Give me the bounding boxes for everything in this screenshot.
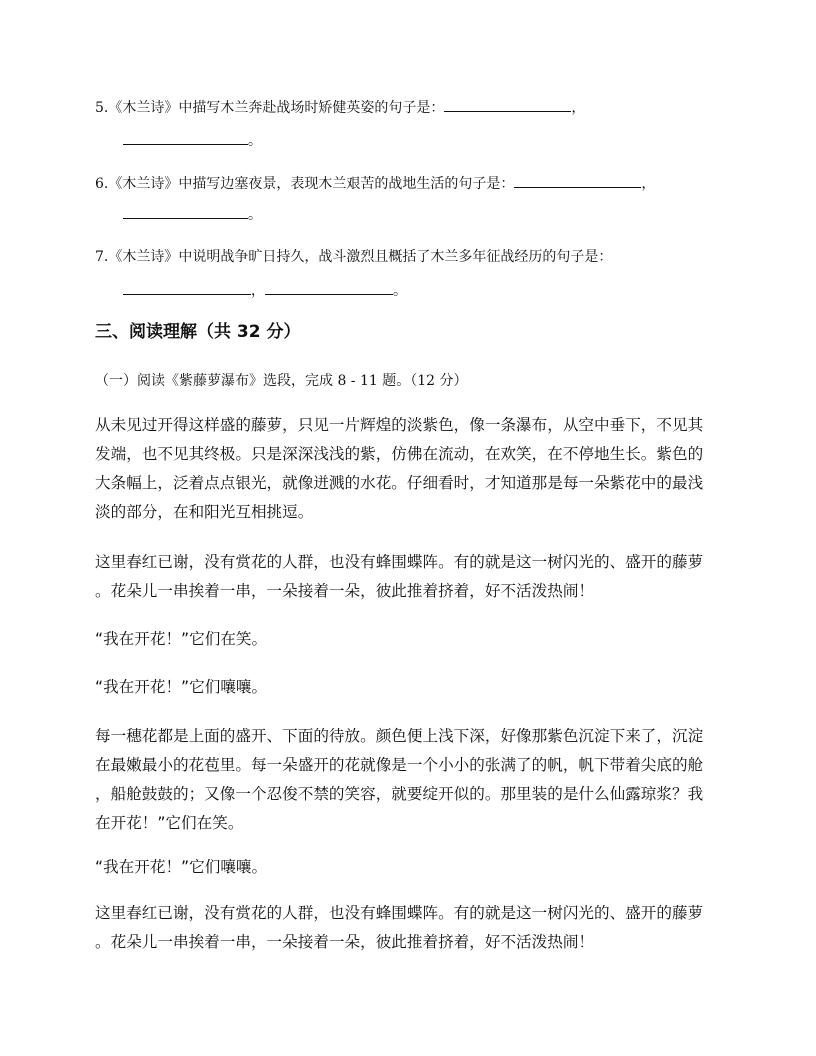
passage-line: 这里春红已谢，没有赏花的人群，也没有蜂围蝶阵。有的就是这一树闪光的、盛开的藤萝	[95, 553, 704, 571]
separator: ，	[251, 283, 265, 299]
question-7	[95, 247, 612, 267]
question-6-continuation	[123, 204, 262, 225]
question-6-text: 6.《木兰诗》中描写边塞夜景，表现木兰艰苦的战地生活的句子是：	[95, 176, 515, 192]
answer-blank[interactable]	[123, 204, 248, 219]
separator: ，	[571, 100, 586, 116]
section-subtitle: （一）阅读《紫藤萝瀑布》选段，完成 8 - 11 题。（12 分）	[95, 373, 468, 389]
terminator: 。	[248, 207, 262, 223]
terminator: 。	[248, 133, 262, 149]
passage-line: 每一穗花都是上面的盛开、下面的待放。颜色便上浅下深，好像那紫色沉淀下来了，沉淀	[95, 727, 704, 745]
answer-blank[interactable]	[123, 130, 248, 145]
passage-line: 发端，也不见其终极。只是深深浅浅的紫，仿佛在流动，在欢笑，在不停地生长。紫色的	[95, 445, 704, 463]
passage-paragraph-6	[95, 853, 721, 882]
answer-blank[interactable]	[444, 97, 571, 112]
question-7-continuation	[123, 280, 407, 301]
passage-line: 从未见过开得这样盛的藤萝，只见一片辉煌的淡紫色，像一条瀑布，从空中垂下，不见其	[95, 416, 704, 434]
passage-paragraph-4	[95, 673, 721, 702]
passage-line: “我在开花！”它们在笑。	[95, 630, 268, 648]
separator: ，	[641, 176, 656, 192]
passage-paragraph-3	[95, 625, 721, 654]
terminator: 。	[393, 283, 407, 299]
passage-line: “我在开花！”它们嚷嚷。	[95, 678, 268, 696]
answer-blank[interactable]	[265, 280, 393, 295]
passage-line: 在最嫩最小的花苞里。每一朵盛开的花就像是一个小小的张满了的帆，帆下带着尖底的舱	[95, 756, 704, 774]
passage-paragraph-5	[95, 722, 721, 838]
passage-paragraph-2	[95, 548, 721, 606]
passage-line: 。花朵儿一串挨着一串，一朵接着一朵，彼此推着挤着，好不活泼热闹！	[95, 582, 595, 600]
passage-line: 在开花！”它们在笑。	[95, 814, 244, 832]
passage-line: 大条幅上，泛着点点银光，就像迸溅的水花。仔细看时，才知道那是每一朵紫花中的最浅	[95, 474, 704, 492]
section-title: 三、阅读理解（共 32 分）	[95, 322, 301, 342]
question-6	[95, 173, 655, 194]
answer-blank[interactable]	[514, 173, 641, 188]
passage-line: ，船舱鼓鼓的；又像一个忍俊不禁的笑容，就要绽开似的。那里装的是什么仙露琼浆？我	[95, 785, 704, 803]
passage-paragraph-7	[95, 899, 721, 957]
passage-paragraph-1	[95, 411, 721, 527]
question-5-text: 5.《木兰诗》中描写木兰奔赴战场时矫健英姿的句子是：	[95, 100, 445, 116]
question-5-continuation	[123, 130, 262, 151]
passage-line: 淡的部分，在和阳光互相挑逗。	[95, 503, 314, 521]
answer-blank[interactable]	[123, 280, 251, 295]
question-5	[95, 97, 585, 118]
passage-line: 这里春红已谢，没有赏花的人群，也没有蜂围蝶阵。有的就是这一树闪光的、盛开的藤萝	[95, 904, 704, 922]
question-7-text: 7.《木兰诗》中说明战争旷日持久，战斗激烈且概括了木兰多年征战经历的句子是：	[95, 249, 613, 265]
passage-line: 。花朵儿一串挨着一串，一朵接着一朵，彼此推着挤着，好不活泼热闹！	[95, 933, 595, 951]
passage-line: “我在开花！”它们嚷嚷。	[95, 858, 268, 876]
